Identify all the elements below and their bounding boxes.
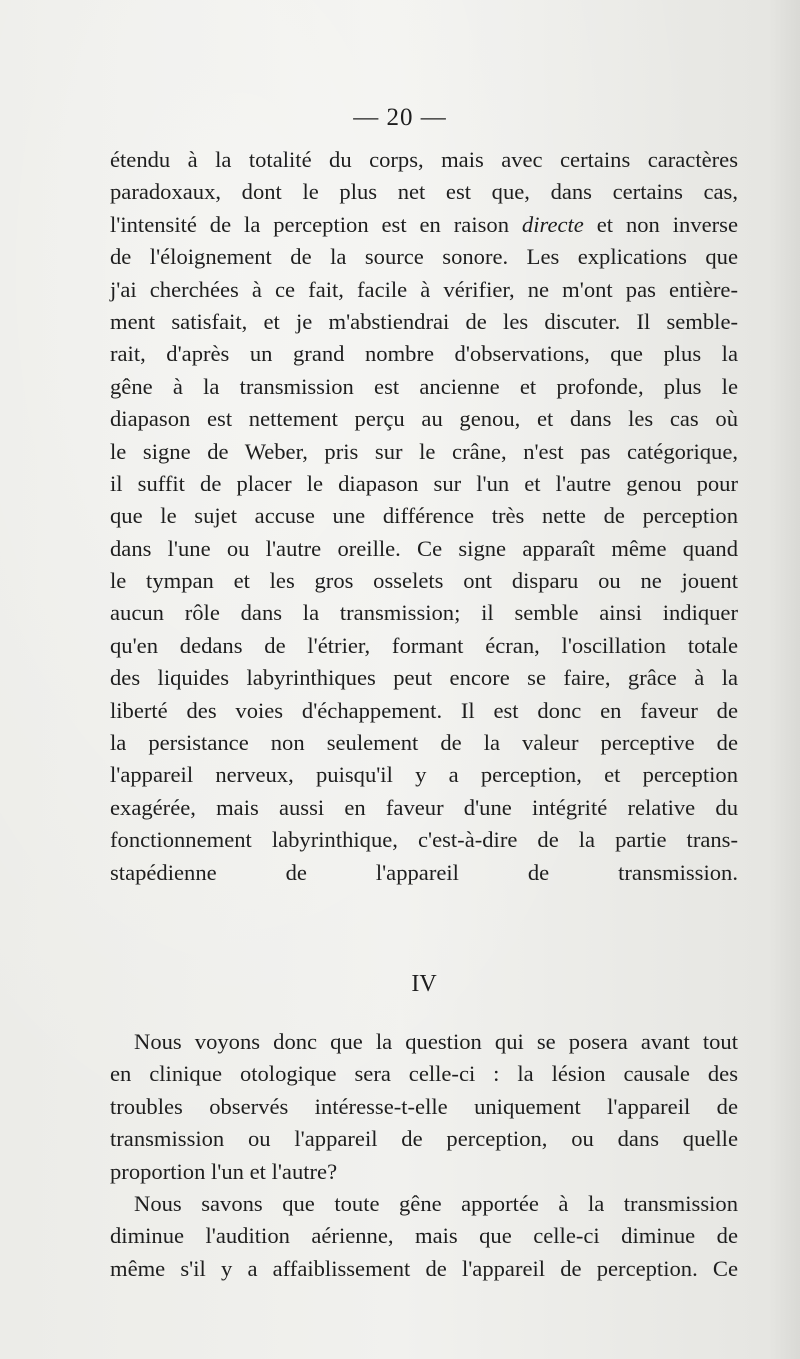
text-segment: et non inverse <box>596 211 738 237</box>
text-line: l'appareil nerveux, puisqu'il y a perception, et perception <box>110 762 738 788</box>
text-line: gêne à la transmission est ancienne et profonde, plus le <box>110 373 738 399</box>
text-line: il suffit de placer le diapason sur l'un et l'autre genou pour <box>110 470 738 496</box>
text-line: que le sujet accuse une différence très nette de perception <box>110 503 738 529</box>
text-segment: l'intensité de la perception est en raison <box>110 211 509 237</box>
text-line: transmission ou l'appareil de perception, ou dans quelle <box>110 1126 738 1152</box>
text-line: proportion l'un et l'autre? <box>110 1158 338 1184</box>
text-line: exagérée, mais aussi en faveur d'une intégrité relative du <box>110 794 738 820</box>
text-line: diminue l'audition aérienne, mais que celle-ci diminue de <box>110 1223 738 1249</box>
text-line: stapédienne de l'appareil de transmission. <box>110 859 738 885</box>
text-line: la persistance non seulement de la valeur perceptive de <box>110 730 738 756</box>
italic-word: directe <box>521 211 584 237</box>
text-line: rait, d'après un grand nombre d'observations, que plus la <box>110 341 738 367</box>
text-line: ment satisfait, et je m'abstiendrai de les discuter. Il semble- <box>110 308 738 334</box>
paragraph-1 <box>110 144 738 921</box>
text-line: diapason est nettement perçu au genou, et dans les cas où <box>110 406 738 432</box>
text-line: en clinique otologique sera celle-ci : la lésion causale des <box>110 1061 738 1087</box>
text-line: paradoxaux, dont le plus net est que, dans certains cas, <box>110 179 738 205</box>
text-line: le signe de Weber, pris sur le crâne, n'est pas catégorique, <box>110 438 738 464</box>
text-line: étendu à la totalité du corps, mais avec certains caractères <box>110 147 738 172</box>
paragraph-2 <box>110 1026 738 1285</box>
text-line: fonctionnement labyrinthique, c'est-à-dire de la partie trans- <box>110 827 738 853</box>
text-line <box>110 889 738 921</box>
text-line: liberté des voies d'échappement. Il est donc en faveur de <box>110 697 738 723</box>
text-line: le tympan et les gros osselets ont disparu ou ne jouent <box>110 568 738 594</box>
text-line: des liquides labyrinthiques peut encore se faire, grâce à la <box>110 665 738 691</box>
text-line: j'ai cherchées à ce fait, facile à vérifier, ne m'ont pas entière- <box>110 276 738 302</box>
text-line <box>110 209 738 241</box>
section-heading: IV <box>411 971 437 997</box>
text-line: qu'en dedans de l'étrier, formant écran, l'oscillation totale <box>110 632 738 658</box>
text-line: troubles observés intéresse-t-elle uniquement l'appareil de <box>110 1093 738 1119</box>
text-line: dans l'une ou l'autre oreille. Ce signe apparaît même quand <box>110 535 738 561</box>
text-line: même s'il y a affaiblissement de l'appareil de perception. Ce <box>110 1255 738 1281</box>
text-line: Nous voyons donc que la question qui se posera avant tout <box>134 1029 738 1054</box>
page-number: — 20 — <box>353 104 447 131</box>
text-line: aucun rôle dans la transmission; il semble ainsi indiquer <box>110 600 738 626</box>
text-line: de l'éloignement de la source sonore. Les explications que <box>110 244 738 270</box>
text-line: Nous savons que toute gêne apportée à la transmission <box>134 1190 738 1216</box>
